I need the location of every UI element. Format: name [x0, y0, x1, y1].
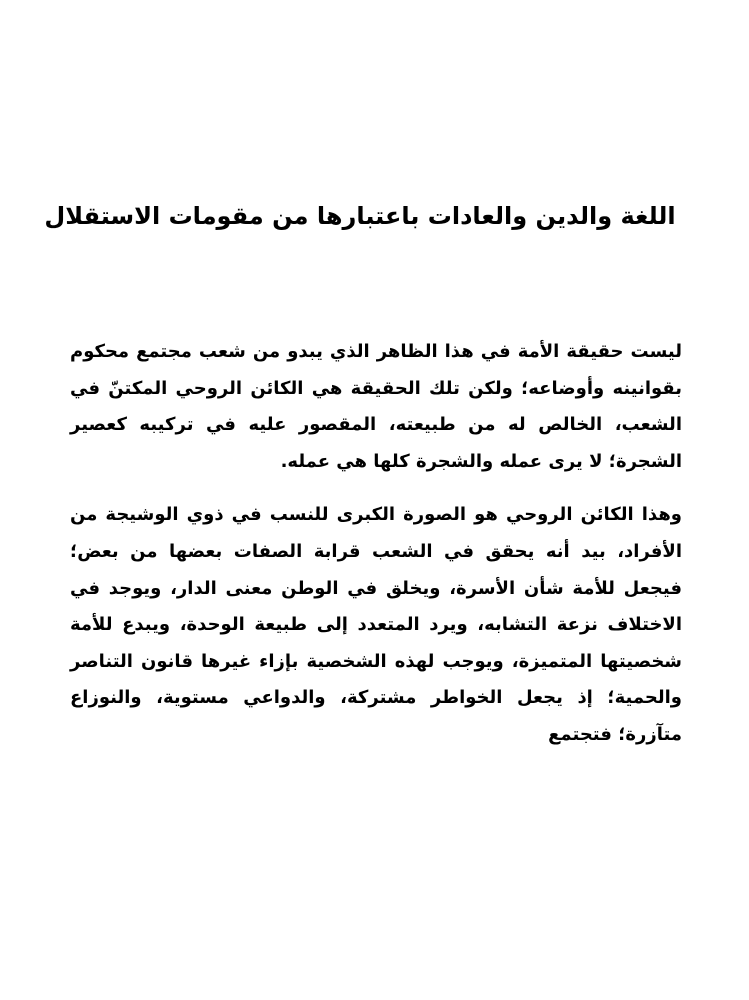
- paragraph: ليست حقيقة الأمة في هذا الظاهر الذي يبدو من شعب مجتمع محكوم بقوانينه وأوضاعه؛ ولكن تلك الحقيقة هي الكائن الروحي المكتنّ في الشعب، الخالص له من طبيعته، المقصور عليه في تركيبه كعصير الشجرة؛ لا يرى عمله والشجرة كلها هي عمله.: [70, 341, 682, 472]
- document-title: اللغة والدين والعادات باعتبارها من مقومات الاستقلال: [44, 202, 676, 230]
- document-body: [70, 334, 682, 754]
- paragraph: وهذا الكائن الروحي هو الصورة الكبرى للنسب في ذوي الوشيجة من الأفراد، بيد أنه يحقق في الشعب قرابة الصفات بعضها من بعض؛ فيجعل للأمة شأن الأسرة، ويخلق في الوطن معنى الدار، ويوجد في الاختلاف نزعة التشابه، ويرد المتعدد إلى طبيعة الوحدة، ويبدع للأمة شخصيتها المتميزة، ويوجب لهذه الشخصية بإزاء غيرها قانون التناصر والحمية؛ إذ يجعل الخواطر مشتركة، والدواعي مستوية، والنوزاع متآزرة؛ فتجتمع: [70, 504, 682, 745]
